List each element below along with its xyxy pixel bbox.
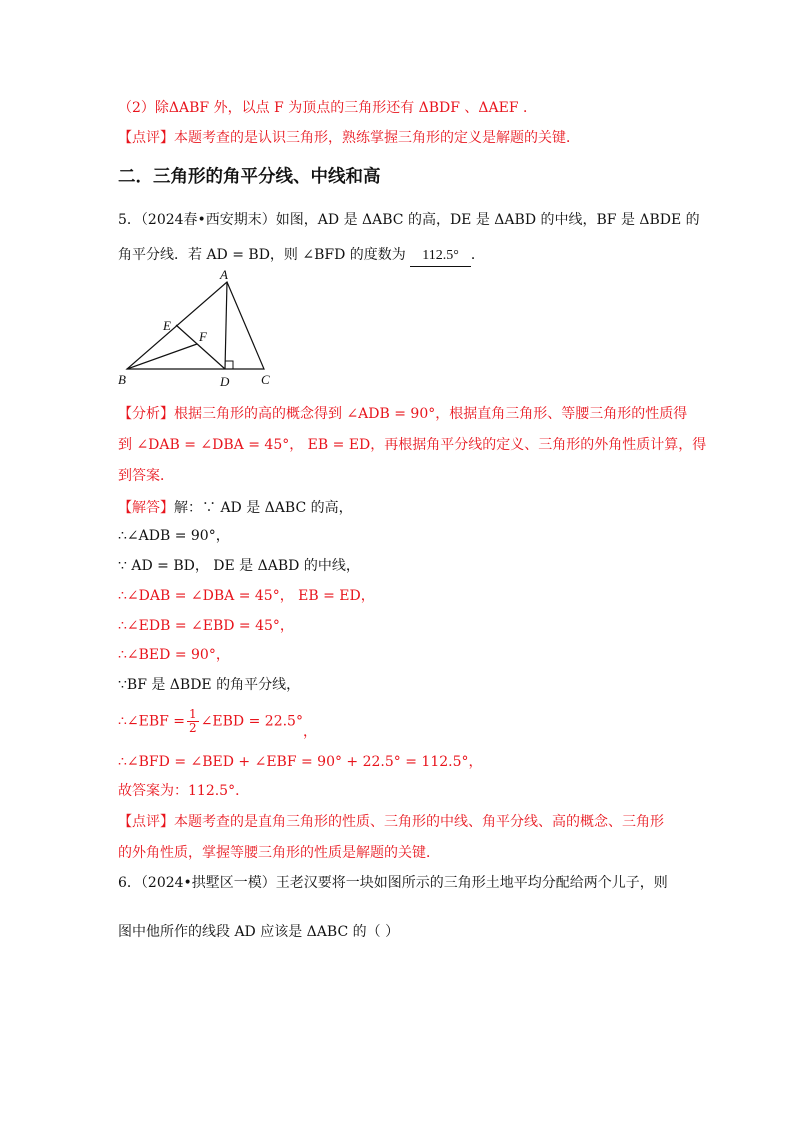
solution-step-3: ∵ AD = BD， DE 是 ΔABD 的中线， [118, 558, 360, 574]
review-2-line-1 [118, 812, 664, 832]
question-5-end: ． [470, 247, 485, 263]
triangle-abc [127, 282, 264, 369]
solution-step-8 [118, 707, 317, 740]
altitude-ad [225, 282, 227, 369]
right-angle-mark [225, 361, 233, 369]
label-a: A [220, 267, 228, 282]
review-1 [118, 128, 580, 148]
question-6-line-1: 6．（2024•拱墅区一模）王老汉要将一块如图所示的三角形土地平均分配给两个儿子，则 [118, 875, 668, 891]
bisector-bf [127, 344, 197, 369]
question-5-line-1: 5．（2024春•西安期末）如图，AD 是 ΔABC 的高，DE 是 ΔABD 的中线，BF 是 ΔBDE 的 [118, 212, 700, 228]
solution-step-4: ∴∠DAB = ∠DBA = 45°， EB = ED， [118, 588, 375, 604]
solution-step-2: ∴∠ADB = 90°， [118, 528, 230, 544]
solution-step-7: ∵BF 是 ΔBDE 的角平分线， [118, 677, 301, 693]
answer-blank: 112.5° [410, 246, 471, 267]
part2-answer: （2）除ΔABF 外，以点 F 为顶点的三角形还有 ΔBDF 、ΔAEF ． [118, 100, 538, 116]
label-f: F [199, 329, 207, 344]
fraction-denominator: 2 [189, 721, 197, 735]
solution-step-10: 故答案为：112.5°． [118, 783, 250, 799]
solution-text-1: 解：∵ AD 是 ΔABC 的高， [174, 500, 353, 516]
solution-step-9: ∴∠BFD = ∠BED + ∠EBF = 90° + 22.5° = 112.5°， [118, 754, 483, 770]
review-2-line-2: 的外角性质，掌握等腰三角形的性质是解题的关键． [118, 845, 440, 861]
question-6-line-2: 图中他所作的线段 AD 应该是 ΔABC 的（ ） [118, 924, 400, 940]
fraction-half [187, 708, 199, 735]
review-text: 本题考查的是认识三角形，熟练掌握三角形的定义是解题的关键． [174, 130, 580, 146]
label-d: D [220, 374, 230, 389]
solution-line-1 [118, 498, 353, 518]
solution-step-6: ∴∠BED = 90°， [118, 647, 230, 663]
step-8-pre: ∴∠EBF = [118, 713, 186, 730]
solution-step-5: ∴∠EDB = ∠EBD = 45°， [118, 618, 294, 634]
step-8-post: ∠EBD = 22.5° [200, 713, 303, 730]
solution-tag: 【解答】 [118, 500, 174, 516]
analysis-line-3: 到答案． [118, 468, 174, 484]
fraction-numerator: 1 [189, 707, 197, 721]
section-heading: 二．三角形的角平分线、中线和高 [118, 167, 381, 187]
step-8-comma: ， [302, 723, 317, 740]
analysis-line-2: 到 ∠DAB = ∠DBA = 45°， EB = ED，再根据角平分线的定义、三角形的外角性质计算，得 [118, 437, 707, 453]
triangle-figure [110, 262, 290, 392]
question-5-text: 角平分线．若 AD = BD，则 ∠BFD 的度数为 [118, 247, 411, 263]
review-2-tag: 【点评】 [118, 814, 174, 830]
analysis-line-1 [118, 404, 687, 424]
review-2-text: 本题考查的是直角三角形的性质、三角形的中线、角平分线、高的概念、三角形 [174, 814, 664, 830]
analysis-tag: 【分析】 [118, 406, 174, 422]
analysis-text-1: 根据三角形的高的概念得到 ∠ADB = 90°，根据直角三角形、等腰三角形的性质得 [174, 406, 688, 422]
label-e: E [163, 318, 171, 333]
label-b: B [118, 372, 126, 387]
label-c: C [261, 372, 270, 387]
review-tag: 【点评】 [118, 130, 174, 146]
